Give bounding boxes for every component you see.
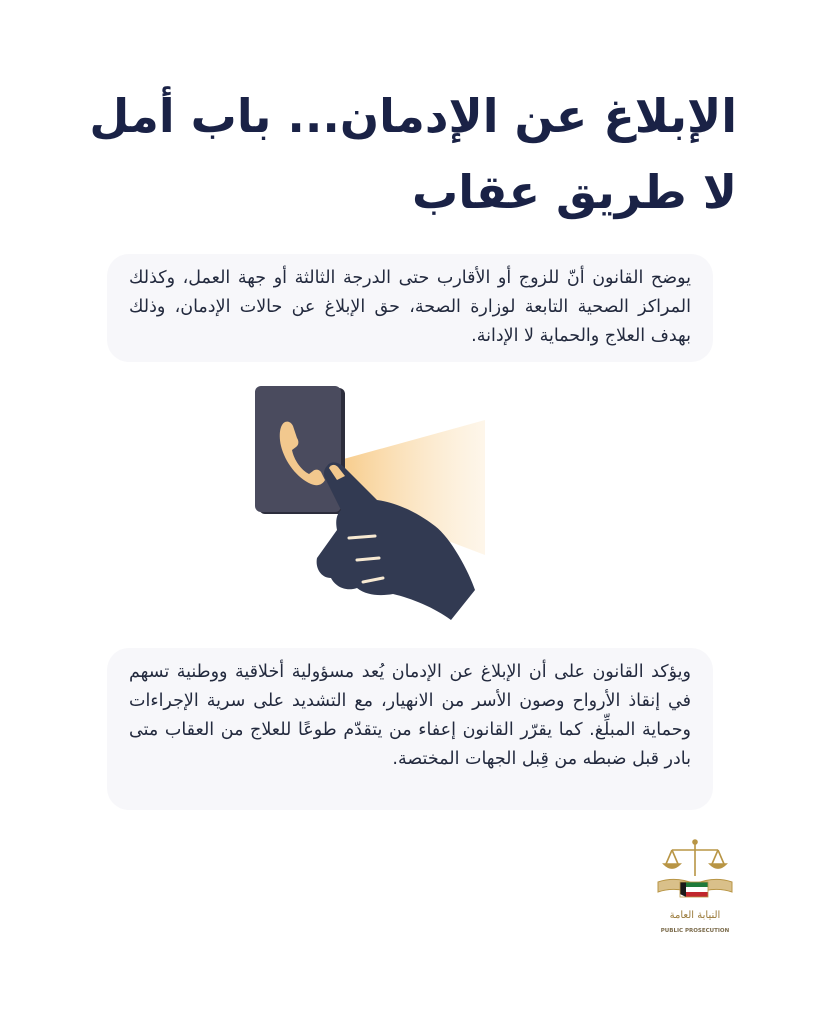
- paragraph-2: ويؤكد القانون على أن الإبلاغ عن الإدمان يُعد مسؤولية أخلاقية ووطنية تسهم في إنقاذ الأرواح وصون الأسر من الانهيار، مع التشديد على سرية الإجراءات وحماية المبلِّغ. كما يقرّر القانون إعفاء من يتقدّم طوعًا للعلاج من العقاب متى بادر قبل ضبطه من قِبل الجهات المختصة.: [129, 662, 691, 769]
- logo-arabic-text: النيابة العامة: [669, 910, 721, 921]
- info-card-1: [107, 254, 713, 362]
- button-panel: [255, 386, 341, 512]
- hand-pressing-phone-button-icon: [245, 380, 490, 625]
- page-title: الإبلاغ عن الإدمان... باب أمل لا طريق عقاب: [89, 89, 737, 219]
- info-card-2: [107, 648, 713, 810]
- scales-icon: [664, 840, 726, 876]
- logo-english-text: PUBLIC PROSECUTION: [660, 928, 730, 934]
- paragraph-1: يوضح القانون أنّ للزوج أو الأقارب حتى الدرجة الثالثة أو جهة العمل، وكذلك المراكز الصحية التابعة لوزارة الصحة، حق الإبلاغ عن حالات الإدمان، وذلك بهدف العلاج والحماية لا الإدانة.: [129, 268, 691, 346]
- public-prosecution-logo: [650, 836, 740, 946]
- flag-shield-icon: [680, 882, 708, 897]
